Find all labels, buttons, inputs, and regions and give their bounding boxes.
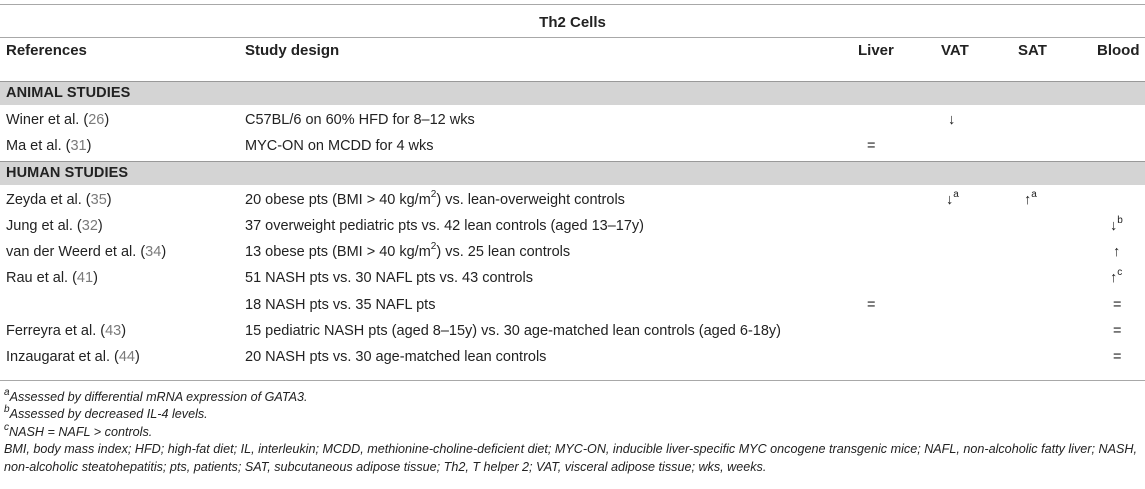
study-design-cell: 37 overweight pediatric pts vs. 42 lean controls (aged 13–17y): [245, 218, 644, 234]
reference-cell: Inzaugarat et al. (44): [6, 349, 140, 365]
blood-cell: =: [1113, 297, 1122, 313]
reference-cell: Ma et al. (31): [6, 138, 92, 154]
citation-link[interactable]: 41: [76, 270, 94, 286]
header-blood: Blood: [1097, 42, 1140, 59]
table-row: [0, 214, 1145, 240]
citation-link[interactable]: 32: [81, 218, 98, 234]
section-human-studies: [0, 161, 1145, 185]
section-animal-studies: [0, 81, 1145, 105]
table-row: [0, 319, 1145, 345]
header-vat: VAT: [941, 42, 969, 59]
table-row: [0, 134, 1145, 160]
study-design-cell: 15 pediatric NASH pts (aged 8–15y) vs. 30 age-matched lean controls (aged 6-18y): [245, 323, 781, 339]
liver-cell: =: [867, 297, 876, 313]
blood-cell: =: [1113, 323, 1122, 339]
citation-link[interactable]: 35: [90, 192, 107, 208]
reference-cell: Zeyda et al. (35): [6, 192, 112, 208]
table-row: [0, 240, 1145, 266]
study-design-cell: 18 NASH pts vs. 35 NAFL pts: [245, 297, 436, 313]
header-sat: SAT: [1018, 42, 1047, 59]
reference-cell: Jung et al. (32): [6, 218, 103, 234]
header-references: References: [6, 42, 87, 59]
vat-cell: ↓: [948, 112, 956, 128]
citation-link[interactable]: 31: [70, 138, 87, 154]
table-row: [0, 293, 1145, 319]
citation-link[interactable]: 43: [105, 323, 122, 339]
footnote-b: $^b$Assessed by decreased IL-4 levels.: [4, 404, 208, 422]
abbreviations-note: BMI, body mass index; HFD; high-fat diet; IL, interleukin; MCDD, methionine-choline-deficient diet; MYC-ON, inducible liver-specific MYC oncogene transgenic mice; NAFL, non-alcoholic fatty liver; NASH, non-alcoholic steatohepatitis; pts, patients; SAT, subcutaneous adipose tissue; Th2, T helper 2; VAT, visceral adipose tissue; wks, weeks.: [4, 442, 1137, 474]
study-design-cell: C57BL/6 on 60% HFD for 8–12 wks: [245, 112, 475, 128]
citation-link[interactable]: 44: [118, 349, 135, 365]
table-footnotes: [4, 386, 1142, 476]
citation-link[interactable]: 26: [88, 112, 105, 128]
reference-cell: Ferreyra et al. (43): [6, 323, 127, 339]
footnote-c: $^c$NASH = NAFL > controls.: [4, 421, 153, 439]
study-design-cell: 20 obese pts (BMI > 40 $kg/m^2$) vs. lean-overweight controls: [245, 189, 625, 208]
table-row: [0, 108, 1145, 134]
citation-link[interactable]: 34: [145, 244, 162, 260]
study-design-cell: 51 NASH pts vs. 30 NAFL pts vs. 43 controls: [245, 270, 533, 286]
table-title: Th2 Cells: [539, 14, 606, 31]
blood-cell: ↑: [1113, 244, 1121, 260]
vat-cell: ↓$^a$: [946, 189, 959, 208]
title-rule: [0, 37, 1145, 38]
reference-cell: van der Weerd et al. (34): [6, 244, 167, 260]
study-design-cell: MYC-ON on MCDD for 4 wks: [245, 138, 434, 154]
reference-cell: Winer et al. (26): [6, 112, 110, 128]
header-study-design: Study design: [245, 42, 340, 59]
header-liver: Liver: [858, 42, 894, 59]
top-rule: [0, 4, 1145, 5]
table-row: [0, 188, 1145, 214]
blood-cell: ↓$^b$: [1110, 215, 1123, 234]
section-label: HUMAN STUDIES: [6, 165, 129, 181]
footnote-a: $^a$Assessed by differential mRNA expression of GATA3.: [4, 386, 308, 404]
section-label: ANIMAL STUDIES: [6, 85, 131, 101]
sat-cell: ↑$^a$: [1024, 189, 1037, 208]
blood-cell: ↑$^c$: [1110, 267, 1123, 286]
study-design-cell: 13 obese pts (BMI > 40 $kg/m^2$) vs. 25 lean controls: [245, 241, 571, 260]
study-design-cell: 20 NASH pts vs. 30 age-matched lean controls: [245, 349, 547, 365]
bottom-rule: [0, 380, 1145, 381]
table-row: [0, 345, 1145, 371]
blood-cell: =: [1113, 349, 1122, 365]
table-row: [0, 266, 1145, 292]
reference-cell: Rau et al. (41): [6, 270, 98, 286]
liver-cell: =: [867, 138, 876, 154]
